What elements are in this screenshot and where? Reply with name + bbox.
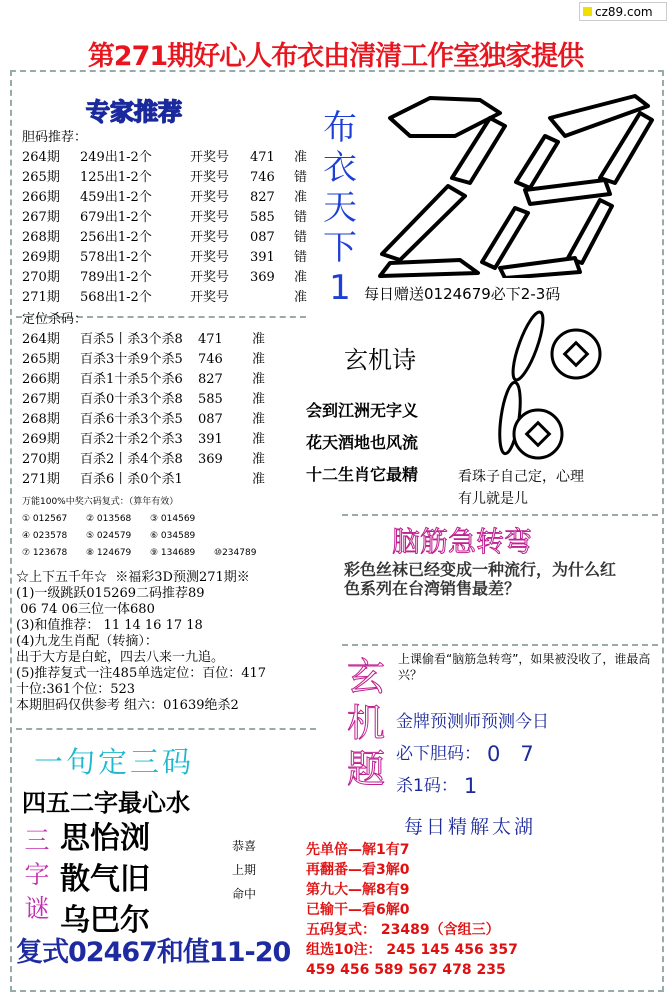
riddle-line: 思怡浏 — [60, 821, 150, 856]
meiri-heading: 每日精解太湖 — [404, 816, 537, 838]
segment-shape — [382, 186, 465, 260]
daily-gift: 每日赠送0124679必下2-3码 — [364, 285, 561, 303]
bead-icon — [507, 309, 549, 383]
gongxi-note — [232, 834, 256, 906]
dingwei-row — [22, 410, 296, 430]
dan-cell: 459出1-2个 — [80, 190, 152, 205]
dan-cell: 264期 — [22, 150, 60, 165]
xuanji-shi-heading: 玄机诗 — [344, 346, 416, 374]
dan-row — [22, 248, 307, 268]
ask-text: 上课偷看“脑筋急转弯”，如果被没收了，谁最高兴？ — [398, 652, 651, 682]
taihu-line: 先单倍—解1有7 — [306, 842, 410, 858]
forecast-line: 出于大方是白蛇，四去八来一九追。 — [16, 650, 225, 665]
site-logo[interactable] — [579, 2, 667, 21]
segment-shape — [516, 136, 558, 188]
dan-cell: 准 — [294, 150, 308, 165]
dan-cell: 270期 — [22, 270, 60, 285]
six-code-row — [22, 545, 278, 562]
dingwei-cell: 271期 — [22, 472, 60, 487]
bead-note — [458, 466, 584, 510]
dingwei-row — [22, 370, 296, 390]
dingwei-cell: 369 — [198, 452, 223, 467]
taihu-lines — [306, 840, 518, 980]
dingwei-cell: 087 — [198, 412, 223, 427]
dan-table — [22, 148, 307, 308]
six-code-row — [22, 528, 278, 545]
logo-square-icon — [583, 7, 592, 16]
dan-cell: 269期 — [22, 250, 60, 265]
gold-title: 金牌预测师预测今日 — [396, 712, 549, 732]
dingwei-cell: 准 — [252, 332, 266, 347]
forecast-line: (5)推荐复式一注485单选定位：百位：417 — [16, 666, 267, 681]
siwu-heading: 四五二字最心水 — [22, 789, 190, 817]
dingwei-cell: 准 — [252, 372, 266, 387]
bead-note-line: 看珠子自己定，心理 — [458, 469, 584, 485]
page-title: 第271期好心人布衣由清清工作室独家提供 — [87, 41, 584, 72]
dan-cell: 开奖号 — [190, 210, 230, 225]
dingwei-cell: 585 — [198, 392, 223, 407]
dan-cell: 267期 — [22, 210, 60, 225]
dan-cell: 125出1-2个 — [80, 170, 152, 185]
dingwei-heading: 定位杀码： — [22, 312, 88, 327]
poem-line-1: 会到江洲无字义 — [306, 401, 419, 420]
six-code-item: ⑩234789 — [214, 548, 257, 558]
six-code-section — [22, 494, 278, 562]
dan-cell: 585 — [250, 210, 275, 225]
sanzimi-char: 三 — [24, 826, 50, 855]
dan-cell: 391 — [250, 250, 275, 265]
riddle-line: 散气旧 — [60, 862, 150, 897]
dan-cell: 开奖号 — [190, 270, 230, 285]
dan-cell: 开奖号 — [190, 170, 230, 185]
riddle-line: 乌巴尔 — [60, 903, 150, 938]
forecast-line: 06 74 06三位一体680 — [16, 602, 155, 617]
segment-shape — [568, 200, 612, 263]
taihu-line: 组选10注： 245 145 456 357 — [306, 942, 518, 958]
bead-note-line: 有儿就是儿 — [458, 491, 528, 507]
yiju-heading: 一句定三码 — [34, 745, 195, 779]
dan-cell: 789出1-2个 — [80, 270, 152, 285]
dingwei-cell: 391 — [198, 432, 223, 447]
dan-cell: 错 — [294, 230, 308, 245]
dingwei-cell: 264期 — [22, 332, 60, 347]
dan-section — [22, 128, 307, 308]
dan-cell: 开奖号 — [190, 230, 230, 245]
gold-dan-label: 必下胆码： — [396, 744, 481, 764]
forecast-line: ☆上下五千年☆ ※福彩3D预测271期※ — [16, 570, 250, 585]
gongxi-line: 恭喜 — [232, 839, 257, 853]
dan-cell: 开奖号 — [190, 190, 230, 205]
taihu-line: 再翻番—看3解0 — [306, 862, 410, 878]
buyi-char: 下 — [323, 228, 357, 268]
taihu-line: 459 456 589 567 478 235 — [306, 962, 506, 978]
riddle-block — [60, 818, 150, 941]
dan-cell: 准 — [294, 290, 308, 305]
forecast-line: 本期胆码仅供参考 组六：01639绝杀2 — [16, 698, 239, 713]
six-code-heading: 万能100%中奖六码复式：（算年有效） — [22, 497, 179, 507]
puzzle-text: 彩色丝袜已经变成一种流行，为什么红色系列在台湾销售最差？ — [344, 560, 617, 598]
dan-cell: 准 — [294, 190, 308, 205]
dan-row — [22, 288, 307, 308]
dan-cell: 679出1-2个 — [80, 210, 152, 225]
gold-sha-value: 1 — [463, 774, 478, 798]
logo-text: cz89.com — [595, 4, 653, 19]
expert-heading: 专家推荐 — [86, 98, 182, 126]
dingwei-cell: 百杀5丨杀3个杀8 — [80, 332, 183, 347]
dingwei-cell: 百杀0十杀3个杀8 — [80, 392, 183, 407]
fushi-banner: 复式02467和值11-20 — [16, 937, 291, 968]
dingwei-row — [22, 470, 296, 490]
segment-shape — [500, 258, 580, 278]
buyi-char: 布 — [323, 108, 357, 148]
segment-shape — [380, 260, 478, 276]
dan-row — [22, 228, 307, 248]
dingwei-cell: 746 — [198, 352, 223, 367]
dan-row — [22, 168, 307, 188]
gold-dan-value: 0 7 — [487, 742, 534, 766]
dingwei-cell: 471 — [198, 332, 223, 347]
sanzimi-char: 字 — [24, 860, 50, 889]
dingwei-cell: 准 — [252, 352, 266, 367]
divider — [342, 514, 658, 516]
forecast-line: 十位:361个位：523 — [16, 682, 136, 697]
beads-coins-graphic — [488, 306, 618, 470]
dingwei-row — [22, 330, 296, 350]
poem-line-2: 花天酒地也风流 — [306, 433, 419, 452]
six-code-item: ② 013568 — [86, 514, 132, 524]
segment-shape — [600, 113, 652, 183]
divider — [342, 644, 658, 646]
dingwei-cell: 准 — [252, 472, 266, 487]
dingwei-cell: 准 — [252, 412, 266, 427]
six-code-item: ⑦ 123678 — [22, 548, 68, 558]
xuanji-ti-char: 玄 — [346, 655, 385, 699]
six-code-row — [22, 511, 278, 528]
dingwei-row — [22, 350, 296, 370]
six-code-item: ⑥ 034589 — [150, 531, 196, 541]
buyi-char: 1 — [329, 268, 351, 308]
dan-cell: 错 — [294, 250, 308, 265]
segment-shape — [525, 180, 610, 204]
dan-cell: 268期 — [22, 230, 60, 245]
forecast-line: (1)一级跳跃015269二码推荐89 — [16, 586, 205, 601]
sanzimi-char: 谜 — [24, 894, 50, 923]
dan-cell: 568出1-2个 — [80, 290, 152, 305]
dan-row — [22, 188, 307, 208]
buyi-tianxia-label — [318, 108, 362, 308]
gongxi-line: 上期 — [232, 863, 257, 877]
dan-cell: 827 — [250, 190, 275, 205]
taihu-line: 第九大—解8有9 — [306, 882, 410, 898]
dingwei-cell: 百杀2十杀2个杀3 — [80, 432, 183, 447]
six-code-item: ③ 014569 — [150, 514, 196, 524]
six-code-item: ⑤ 024579 — [86, 531, 132, 541]
dingwei-row — [22, 390, 296, 410]
big-number-graphic — [360, 78, 660, 278]
divider — [16, 728, 316, 730]
dingwei-cell: 268期 — [22, 412, 60, 427]
dan-cell: 249出1-2个 — [80, 150, 152, 165]
gold-sha-label: 杀1码： — [396, 776, 458, 796]
dan-cell: 准 — [294, 270, 308, 285]
six-code-grid — [22, 511, 278, 562]
dingwei-cell: 准 — [252, 392, 266, 407]
dan-cell: 369 — [250, 270, 275, 285]
dingwei-cell: 266期 — [22, 372, 60, 387]
dan-cell: 错 — [294, 210, 308, 225]
taihu-line: 已输干—看6解0 — [306, 902, 410, 918]
six-code-item: ④ 023578 — [22, 531, 68, 541]
dan-cell: 087 — [250, 230, 275, 245]
dan-cell: 256出1-2个 — [80, 230, 152, 245]
buyi-char: 天 — [323, 188, 357, 228]
dingwei-cell: 百杀2丨杀4个杀8 — [80, 452, 183, 467]
dingwei-cell: 270期 — [22, 452, 60, 467]
dingwei-cell: 267期 — [22, 392, 60, 407]
xuanji-ti-char: 机 — [346, 701, 385, 745]
dan-row — [22, 148, 307, 168]
dingwei-row — [22, 450, 296, 470]
dan-row — [22, 208, 307, 228]
dingwei-cell: 百杀3十杀9个杀5 — [80, 352, 183, 367]
dingwei-cell: 百杀6十杀3个杀5 — [80, 412, 183, 427]
dan-cell: 266期 — [22, 190, 60, 205]
dan-row — [22, 268, 307, 288]
dingwei-row — [22, 430, 296, 450]
dingwei-cell: 准 — [252, 452, 266, 467]
dan-cell: 开奖号 — [190, 250, 230, 265]
xuanji-ti-label — [346, 654, 386, 792]
segment-shape — [482, 208, 528, 268]
dan-cell: 578出1-2个 — [80, 250, 152, 265]
dingwei-cell: 827 — [198, 372, 223, 387]
dingwei-cell: 265期 — [22, 352, 60, 367]
dingwei-table — [22, 330, 296, 490]
dan-cell: 开奖号 — [190, 290, 230, 305]
dan-cell: 265期 — [22, 170, 60, 185]
poem-line-3: 十二生肖它最精 — [306, 465, 419, 484]
dan-cell: 开奖号 — [190, 150, 230, 165]
taihu-line: 五码复式： 23489（含组三） — [306, 922, 500, 938]
dan-cell — [250, 288, 294, 308]
six-code-item: ⑨ 134689 — [150, 548, 196, 558]
dan-cell: 471 — [250, 150, 275, 165]
forecast-lines — [16, 570, 266, 714]
dingwei-section — [22, 310, 296, 490]
dingwei-cell: 百杀1十杀5个杀6 — [80, 372, 183, 387]
gongxi-line: 命中 — [232, 887, 257, 901]
dingwei-cell: 准 — [252, 432, 266, 447]
naojin-heading: 脑筋急转弯 — [392, 525, 533, 558]
dan-heading: 胆码推荐： — [22, 130, 88, 145]
dan-cell: 746 — [250, 170, 275, 185]
forecast-line: (4)九龙生肖配（转摘）： — [16, 634, 158, 649]
six-code-item: ① 012567 — [22, 514, 68, 524]
dingwei-cell — [198, 470, 252, 490]
xuanji-ti-char: 题 — [346, 747, 385, 791]
dan-cell: 271期 — [22, 290, 60, 305]
dan-cell: 错 — [294, 170, 308, 185]
six-code-item: ⑧ 124679 — [86, 548, 132, 558]
forecast-line: (3)和值推荐： 11 14 16 17 18 — [16, 618, 203, 633]
gold-forecast — [396, 706, 549, 802]
sanzimi-label — [18, 824, 56, 926]
dingwei-cell: 百杀6丨杀0个杀1 — [80, 472, 183, 487]
buyi-char: 衣 — [323, 148, 357, 188]
dingwei-cell: 269期 — [22, 432, 60, 447]
